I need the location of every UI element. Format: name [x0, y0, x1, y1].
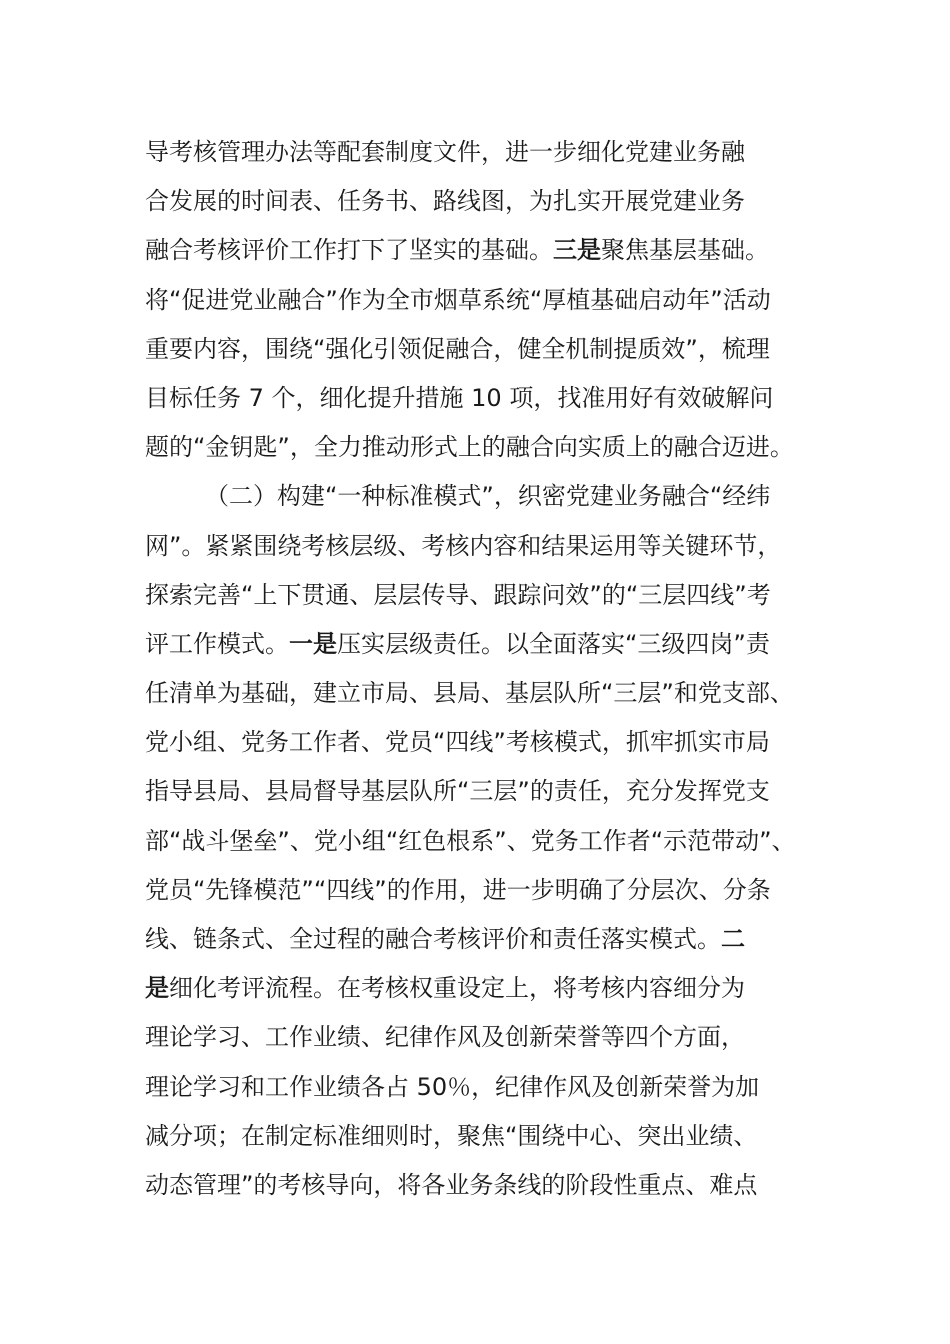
text-line [145, 915, 825, 964]
text-line [145, 718, 825, 767]
bold-text-segment: 三是 [553, 236, 601, 265]
text-line [145, 276, 825, 325]
text-line [145, 128, 825, 177]
text-segment: 党员“先锋模范”“四线”的作用，进一步明确了分层次、分条 [145, 875, 771, 904]
text-line [145, 472, 825, 521]
text-line [145, 325, 825, 374]
text-segment: 将“促进党业融合”作为全市烟草系统“厚植基础启动年”活动 [145, 285, 771, 314]
text-line [145, 1112, 825, 1161]
text-segment: 合发展的时间表、任务书、路线图，为扎实开展党建业务 [145, 187, 745, 216]
text-segment: 探索完善“上下贯通、层层传导、跟踪问效”的“三层四线”考 [145, 580, 771, 609]
bold-text-segment: 是 [145, 974, 169, 1003]
text-segment: 理论学习和工作业绩各占 50％，纪律作风及创新荣誉为加 [145, 1072, 760, 1101]
text-segment: 重要内容，围绕“强化引领促融合，健全机制提质效”，梳理 [145, 334, 770, 363]
text-line [145, 1013, 825, 1062]
text-segment: 导考核管理办法等配套制度文件，进一步细化党建业务融 [145, 138, 745, 166]
text-line [145, 669, 825, 718]
text-segment: 党小组、党务工作者、党员“四线”考核模式，抓牢抓实市局 [145, 728, 770, 757]
text-line [145, 620, 825, 669]
text-segment: （二）构建“一种标准模式”，织密党建业务融合“经纬 [205, 482, 771, 511]
text-line [145, 1161, 825, 1210]
text-line [145, 522, 825, 571]
text-segment: 细化考评流程。在考核权重设定上，将考核内容细分为 [169, 974, 745, 1003]
body-text [145, 128, 825, 1210]
text-line [145, 423, 825, 472]
text-segment: 压实层级责任。以全面落实“三级四岗”责 [337, 629, 770, 658]
text-segment: 理论学习、工作业绩、纪律作风及创新荣誉等四个方面， [145, 1023, 745, 1052]
text-line [145, 571, 825, 620]
bold-text-segment: 二 [721, 925, 745, 953]
text-line [145, 177, 825, 226]
text-line [145, 817, 825, 866]
text-segment: 动态管理”的考核导向，将各业务条线的阶段性重点、难点 [145, 1170, 758, 1199]
text-line [145, 226, 825, 275]
text-segment: 融合考核评价工作打下了坚实的基础。 [145, 236, 553, 265]
text-line [145, 964, 825, 1013]
text-line [145, 767, 825, 816]
text-line [145, 374, 825, 423]
text-line [145, 866, 825, 915]
text-line [145, 1063, 825, 1112]
text-segment: 部“战斗堡垒”、党小组“红色根系”、党务工作者“示范带动”、 [145, 826, 796, 855]
text-segment: 目标任务 7 个，细化提升措施 10 项，找准用好有效破解问 [145, 383, 774, 412]
text-segment: 线、链条式、全过程的融合考核评价和责任落实模式。 [145, 925, 721, 953]
bold-text-segment: 一是 [289, 629, 337, 658]
text-segment: 网”。紧紧围绕考核层级、考核内容和结果运用等关键环节， [145, 531, 782, 560]
text-segment: 减分项；在制定标准细则时，聚焦“围绕中心、突出业绩、 [145, 1121, 758, 1150]
text-segment: 题的“金钥匙”，全力推动形式上的融合向实质上的融合迈进。 [145, 433, 794, 462]
text-segment: 评工作模式。 [145, 629, 289, 658]
text-segment: 聚焦基层基础。 [601, 236, 769, 265]
text-segment: 指导县局、县局督导基层队所“三层”的责任，充分发挥党支 [145, 777, 770, 806]
text-segment: 任清单为基础，建立市局、县局、基层队所“三层”和党支部、 [145, 679, 794, 708]
